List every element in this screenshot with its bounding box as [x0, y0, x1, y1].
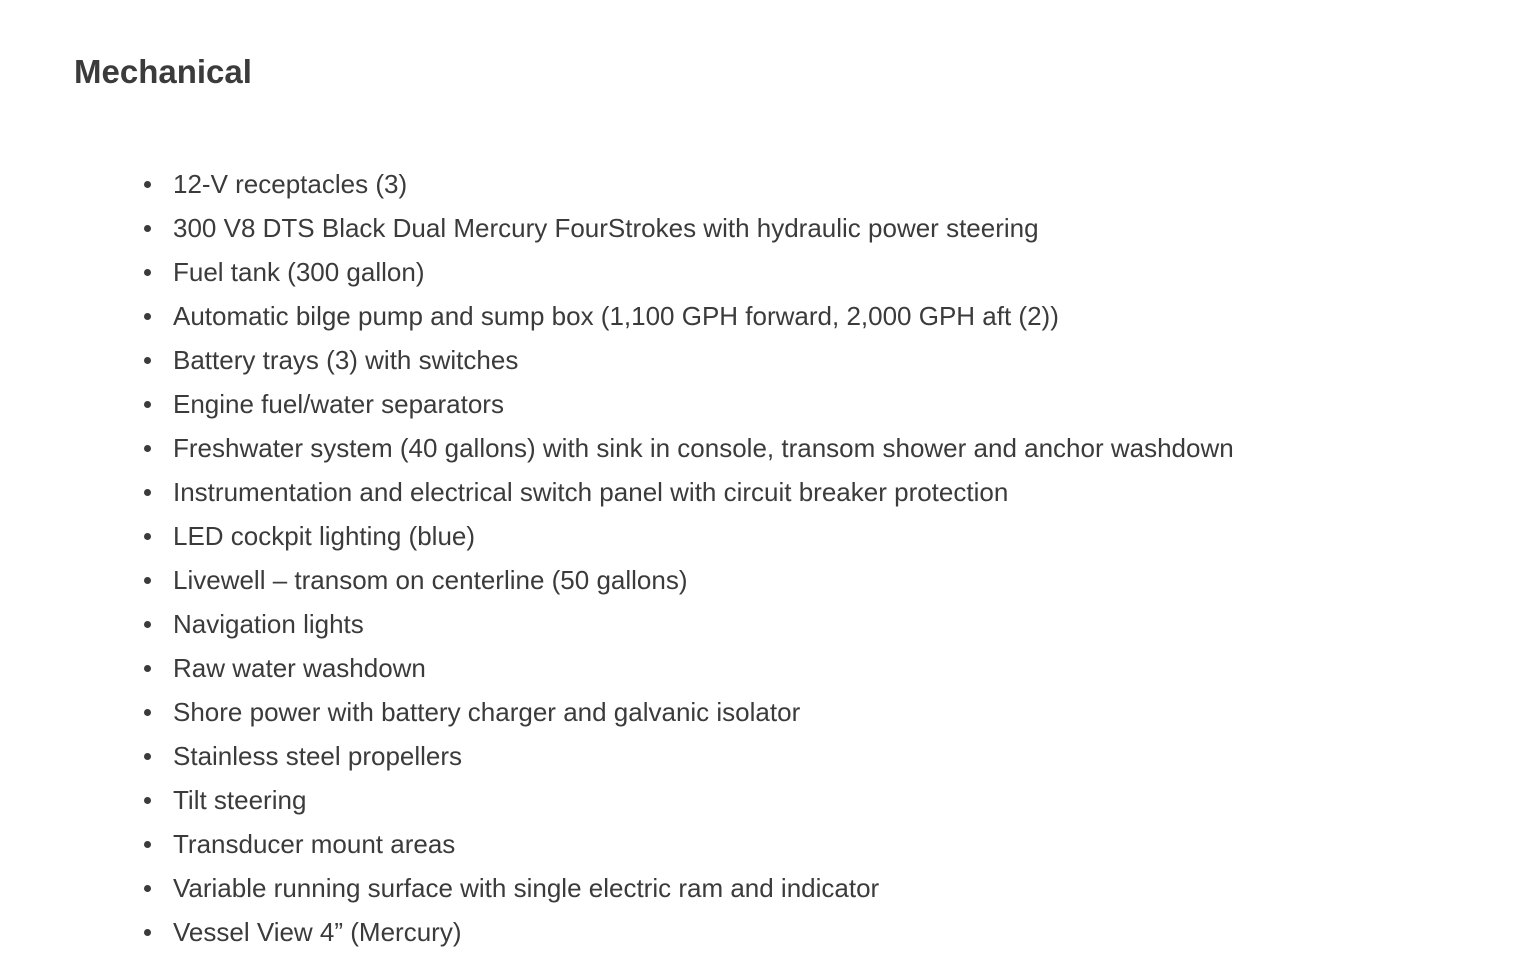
- list-item-text: Navigation lights: [173, 609, 364, 639]
- list-item: [0, 822, 1234, 866]
- list-item-text: Automatic bilge pump and sump box (1,100 GPH forward, 2,000 GPH aft (2)): [173, 301, 1059, 331]
- bullet-icon: [144, 181, 151, 188]
- list-item-text: Fuel tank (300 gallon): [173, 257, 425, 287]
- bullet-icon: [144, 401, 151, 408]
- bullet-icon: [144, 797, 151, 804]
- list-item-text: Livewell – transom on centerline (50 gallons): [173, 565, 688, 595]
- list-item: [0, 294, 1234, 338]
- list-item-text: Transducer mount areas: [173, 829, 456, 859]
- list-item: [0, 426, 1234, 470]
- bullet-icon: [144, 621, 151, 628]
- mechanical-spec-list: [0, 162, 1234, 954]
- list-item: [0, 338, 1234, 382]
- list-item-text: Battery trays (3) with switches: [173, 345, 519, 375]
- list-item-text: Engine fuel/water separators: [173, 389, 504, 419]
- list-item: [0, 734, 1234, 778]
- bullet-icon: [144, 665, 151, 672]
- list-item-text: Vessel View 4” (Mercury): [173, 917, 462, 947]
- list-item-text: Variable running surface with single electric ram and indicator: [173, 873, 880, 903]
- list-item: [0, 910, 1234, 954]
- list-item: [0, 250, 1234, 294]
- bullet-icon: [144, 357, 151, 364]
- list-item-text: 12-V receptacles (3): [173, 169, 408, 199]
- list-item-text: Freshwater system (40 gallons) with sink in console, transom shower and anchor washdown: [173, 433, 1234, 463]
- list-item: [0, 162, 1234, 206]
- list-item-text: Raw water washdown: [173, 653, 426, 683]
- bullet-icon: [144, 709, 151, 716]
- list-item: [0, 866, 1234, 910]
- list-item: [0, 778, 1234, 822]
- bullet-icon: [144, 533, 151, 540]
- list-item-text: Tilt steering: [173, 785, 307, 815]
- list-item: [0, 514, 1234, 558]
- list-item: [0, 558, 1234, 602]
- bullet-icon: [144, 225, 151, 232]
- list-item-text: LED cockpit lighting (blue): [173, 521, 476, 551]
- bullet-icon: [144, 445, 151, 452]
- bullet-icon: [144, 753, 151, 760]
- list-item-text: Shore power with battery charger and galvanic isolator: [173, 697, 801, 727]
- bullet-icon: [144, 841, 151, 848]
- bullet-icon: [144, 885, 151, 892]
- list-item-text: Stainless steel propellers: [173, 741, 463, 771]
- list-item: [0, 646, 1234, 690]
- bullet-icon: [144, 313, 151, 320]
- bullet-icon: [144, 577, 151, 584]
- bullet-icon: [144, 929, 151, 936]
- bullet-icon: [144, 269, 151, 276]
- list-item: [0, 602, 1234, 646]
- section-title: Mechanical: [74, 53, 252, 90]
- bullet-icon: [144, 489, 151, 496]
- list-item: [0, 690, 1234, 734]
- list-item-text: 300 V8 DTS Black Dual Mercury FourStrokes with hydraulic power steering: [173, 213, 1039, 243]
- list-item: [0, 206, 1234, 250]
- list-item-text: Instrumentation and electrical switch panel with circuit breaker protection: [173, 477, 1009, 507]
- list-item: [0, 382, 1234, 426]
- list-item: [0, 470, 1234, 514]
